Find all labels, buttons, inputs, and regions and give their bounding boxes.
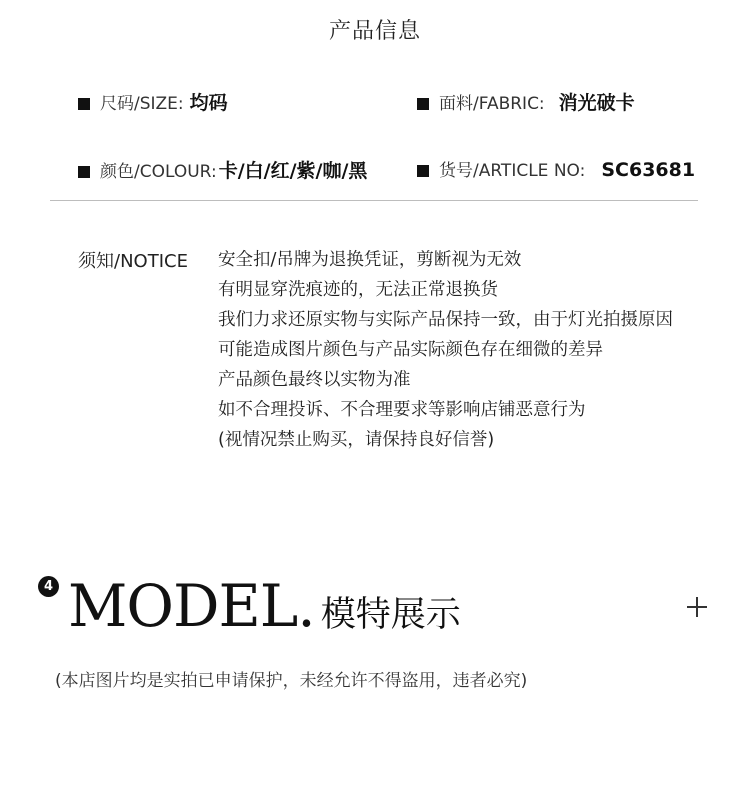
notice-line: 安全扣/吊牌为退换凭证，剪断视为无效 [218, 250, 522, 270]
notice-label: 须知/NOTICE [78, 251, 188, 272]
copyright-notice: (本店图片均是实拍已申请保护，未经允许不得盗用，违者必究) [55, 671, 528, 691]
notice-list [218, 247, 718, 457]
spec-article [417, 156, 695, 181]
square-bullet-icon [78, 98, 90, 110]
spec-article-label: 货号/ARTICLE NO: [439, 161, 586, 181]
notice-line: 有明显穿洗痕迹的，无法正常退换货 [218, 280, 498, 300]
spec-size-label: 尺码/SIZE: [100, 94, 184, 114]
plus-icon[interactable] [687, 597, 707, 617]
square-bullet-icon [78, 166, 90, 178]
spec-size [78, 88, 228, 115]
notice-line: 可能造成图片颜色与产品实际颜色存在细微的差异 [218, 340, 603, 360]
section-divider [50, 200, 698, 201]
notice-line: 产品颜色最终以实物为准 [218, 370, 411, 390]
notice-line: 如不合理投诉、不合理要求等影响店铺恶意行为 [218, 400, 586, 420]
page-title: 产品信息 [328, 19, 421, 44]
spec-colour [78, 156, 367, 183]
model-title-en: MODEL. [68, 572, 315, 640]
notice-line: (视情况禁止购买，请保持良好信誉) [218, 430, 495, 450]
spec-article-value: SC63681 [601, 159, 696, 181]
spec-colour-label: 颜色/COLOUR: [100, 162, 217, 182]
spec-size-value: 均码 [189, 92, 228, 114]
notice-line: 我们力求还原实物与实际产品保持一致，由于灯光拍摄原因 [218, 310, 673, 330]
section-number-badge: 4 [38, 576, 59, 597]
square-bullet-icon [417, 165, 429, 177]
spec-fabric [417, 88, 635, 115]
spec-colour-value: 卡/白/红/紫/咖/黑 [218, 160, 368, 182]
model-section-title [68, 572, 461, 640]
spec-fabric-label: 面料/FABRIC: [439, 94, 545, 114]
square-bullet-icon [417, 98, 429, 110]
spec-fabric-value: 消光破卡 [558, 92, 635, 114]
model-title-cn: 模特展示 [320, 595, 461, 635]
